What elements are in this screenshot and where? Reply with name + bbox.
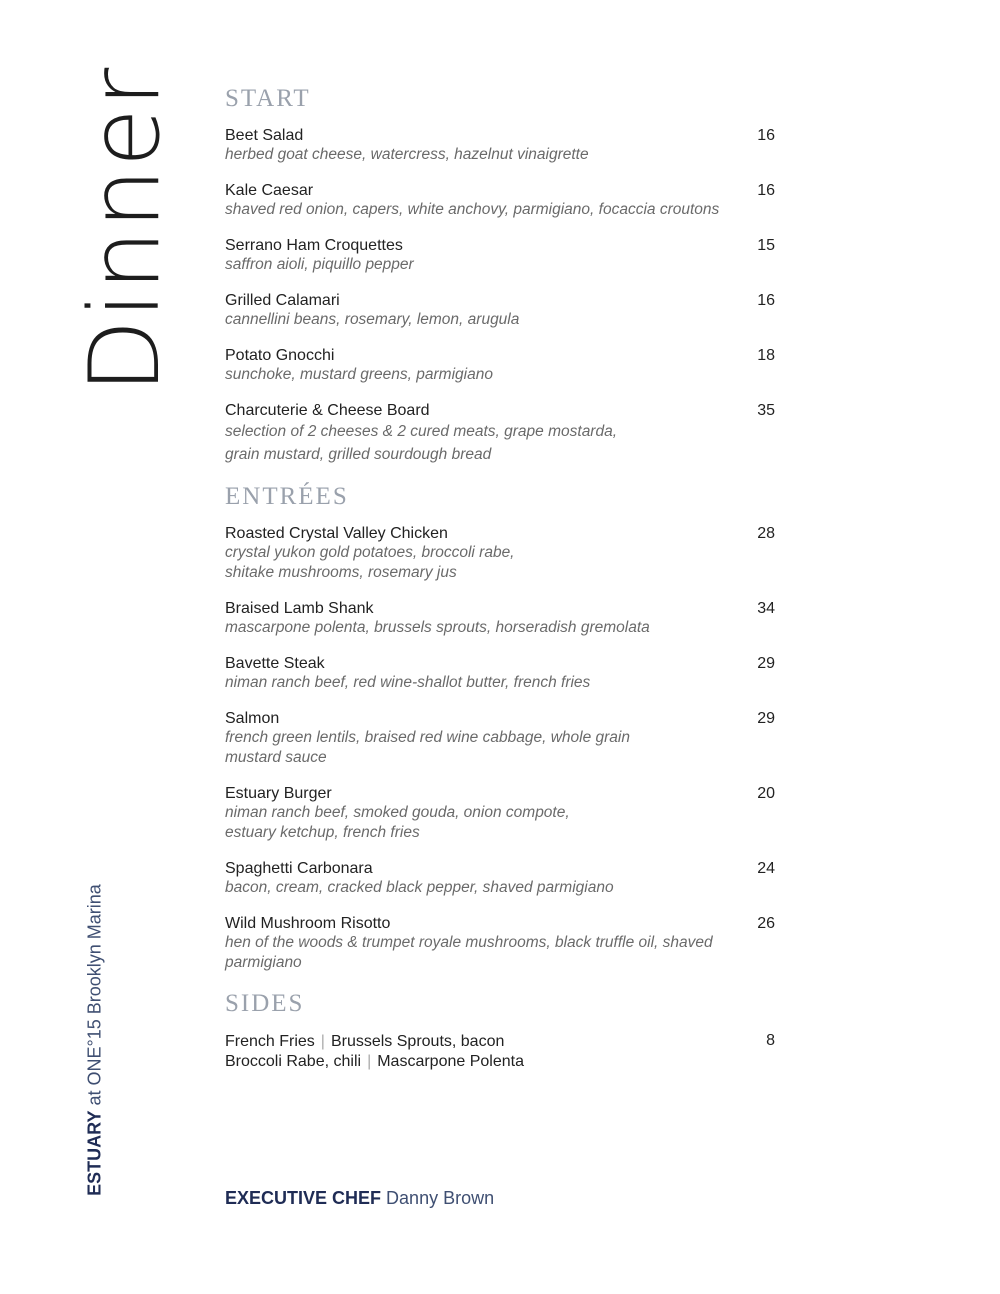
menu-item-header [225,525,775,543]
menu-item-price: 29 [757,655,775,672]
menu-item-description: hen of the woods & trumpet royale mushrooms, black truffle oil, shaved parmigiano [225,934,713,971]
menu-item-header [225,785,775,803]
menu-item-header [225,860,775,878]
menu-item-name: Charcuterie & Cheese Board [225,402,430,419]
menu-item-header [225,402,775,420]
menu-item-price: 16 [757,127,775,144]
menu-item-description: niman ranch beef, red wine-shallot butter, french fries [225,674,591,691]
menu-title [60,65,190,395]
menu-item-description: crystal yukon gold potatoes, broccoli rabe, shitake mushrooms, rosemary jus [225,544,515,581]
chef-label: EXECUTIVE CHEF [225,1188,382,1208]
menu-item-name: Wild Mushroom Risotto [225,915,391,932]
menu-item-header [225,292,775,310]
section-title-start: START [225,85,311,112]
menu-item-name: Kale Caesar [225,182,314,199]
menu-item-name: Spaghetti Carbonara [225,860,373,877]
menu-item [225,182,775,220]
menu-item-header [225,600,775,618]
menu-item-description: sunchoke, mustard greens, parmigiano [225,366,493,383]
menu-item-name: Estuary Burger [225,785,332,802]
menu-body [225,85,775,1086]
menu-item [225,600,775,638]
menu-item-name: Bavette Steak [225,655,325,672]
section-start [225,85,775,466]
venue-name [70,870,120,1210]
sides-line [225,1052,524,1072]
menu-item-description: herbed goat cheese, watercress, hazelnut vinaigrette [225,146,589,163]
menu-item-description: cannellini beans, rosemary, lemon, arugula [225,311,520,328]
menu-item-name: Grilled Calamari [225,292,340,309]
side-item: French Fries [225,1033,315,1050]
menu-item [225,127,775,165]
menu-title-text: Dinner [69,66,181,394]
side-item: Brussels Sprouts, bacon [330,1033,505,1050]
menu-item-header [225,237,775,255]
section-entrees [225,483,775,973]
menu-item [225,347,775,385]
entree-item-list [225,525,775,973]
menu-item-description: mascarpone polenta, brussels sprouts, horseradish gremolata [225,619,650,636]
menu-item [225,237,775,275]
menu-item-price: 15 [757,237,775,254]
menu-item-description: saffron aioli, piquillo pepper [225,256,414,273]
menu-item-description: shaved red onion, capers, white anchovy, parmigiano, focaccia croutons [225,201,720,218]
menu-item-header [225,915,775,933]
menu-item [225,292,775,330]
side-separator: | [367,1053,372,1070]
menu-item-price: 35 [757,402,775,419]
menu-item-price: 28 [757,525,775,542]
side-separator: | [320,1033,325,1050]
menu-item-name: Beet Salad [225,127,304,144]
menu-item-description: niman ranch beef, smoked gouda, onion compote, estuary ketchup, french fries [225,804,570,841]
menu-item-header [225,655,775,673]
menu-item [225,402,775,466]
section-sides [225,990,775,1072]
menu-item-header [225,182,775,200]
venue-location: at ONE°15 Brooklyn Marina [84,884,105,1106]
side-item: Mascarpone Polenta [377,1053,524,1070]
menu-item-price: 34 [757,600,775,617]
section-title-sides: SIDES [225,990,305,1017]
menu-item [225,915,775,973]
menu-item-name: Braised Lamb Shank [225,600,374,617]
menu-item-description: french green lentils, braised red wine cabbage, whole grain mustard sauce [225,729,630,766]
menu-item-name: Salmon [225,710,280,727]
menu-item-price: 26 [757,915,775,932]
menu-item [225,785,775,843]
menu-item [225,860,775,898]
menu-item-name: Roasted Crystal Valley Chicken [225,525,448,542]
menu-item-header [225,347,775,365]
menu-item-header [225,127,775,145]
sides-list [225,1032,775,1072]
menu-item-price: 24 [757,860,775,877]
sides-price: 8 [766,1032,775,1049]
menu-item-name: Serrano Ham Croquettes [225,237,403,254]
menu-item [225,525,775,583]
menu-item-price: 18 [757,347,775,364]
chef-name: Danny Brown [386,1188,495,1208]
menu-item-price: 29 [757,710,775,727]
venue-brand: ESTUARY [84,1110,105,1196]
start-item-list [225,127,775,466]
sides-line [225,1032,524,1052]
menu-item-price: 16 [757,292,775,309]
menu-item-price: 16 [757,182,775,199]
menu-item-description: bacon, cream, cracked black pepper, shaved parmigiano [225,879,614,896]
menu-item [225,710,775,768]
menu-item-price: 20 [757,785,775,802]
menu-item-description: selection of 2 cheeses & 2 cured meats, grape mostarda, grain mustard, grilled sourdough bread [225,423,618,463]
menu-item-header [225,710,775,728]
menu-item-name: Potato Gnocchi [225,347,335,364]
section-title-entrees: ENTRÉES [225,483,349,510]
menu-item [225,655,775,693]
executive-chef [225,1188,494,1209]
side-item: Broccoli Rabe, chili [225,1053,362,1070]
